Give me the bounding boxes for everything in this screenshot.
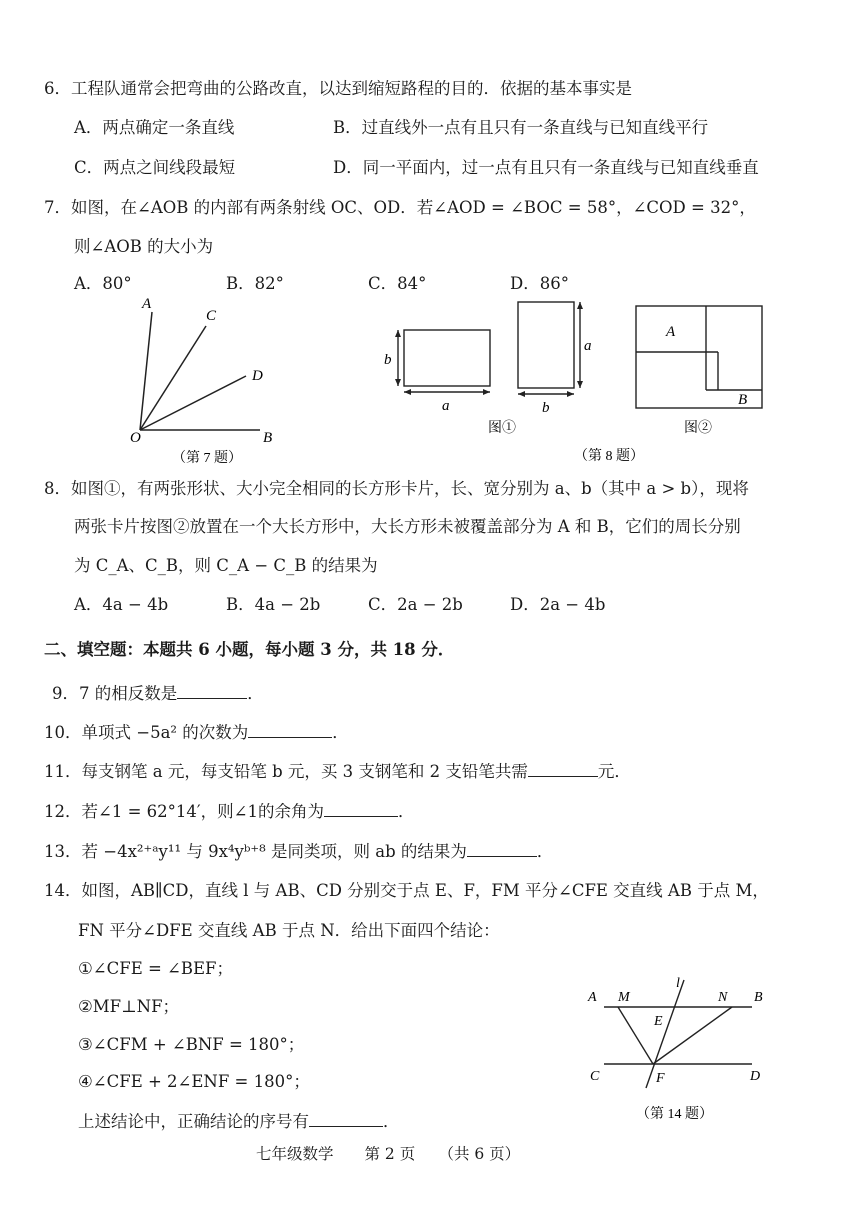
q9: [52, 682, 264, 705]
segment-fm: [618, 1007, 653, 1064]
q7-stem-line1: 7．如图，在∠AOB 的内部有两条射线 OC、OD．若∠AOD = ∠BOC = 58°，∠COD = 32°，: [44, 198, 756, 217]
q12-end: ．: [397, 802, 415, 821]
q7-caption: （第 7 题）: [172, 451, 242, 466]
section-2-heading: 二、填空题：本题共 6 小题，每小题 3 分，共 18 分．: [44, 640, 455, 659]
q7-option-a: A．80°: [74, 274, 132, 293]
q7-option-b: B．82°: [226, 274, 284, 293]
q9-end: ．: [247, 684, 264, 703]
q14-conclusion-1: ①∠CFE = ∠BEF；: [78, 959, 233, 978]
q6-stem: 6．工程队通常会把弯曲的公路改直，以达到缩短路程的目的．依据的基本事实是: [44, 79, 632, 98]
q12: [44, 800, 414, 823]
q8-option-c: C．2a − 2b: [368, 595, 463, 614]
q6-option-d: D．同一平面内，过一点有且只有一条直线与已知直线垂直: [333, 158, 759, 177]
q7-option-c: C．84°: [368, 274, 427, 293]
q14-stem-line2: FN 平分∠DFE 交直线 AB 于点 N．给出下面四个结论：: [78, 921, 500, 940]
label-a: A: [142, 296, 152, 312]
q10-end: ．: [332, 723, 349, 742]
q6-option-b: B．过直线外一点有且只有一条直线与已知直线平行: [333, 118, 709, 137]
label-n: N: [718, 990, 728, 1005]
ray-od: [140, 376, 246, 430]
fig1-label-a: a: [442, 398, 450, 414]
card-horizontal: [404, 330, 490, 386]
q8-stem-line2: 两张卡片按图②放置在一个大长方形中，大长方形未被覆盖部分为 A 和 B，它们的周长分别: [74, 517, 741, 536]
label-b: B: [754, 990, 763, 1005]
ray-oc: [140, 326, 206, 430]
q13-text: 13．若 −4x²⁺ᵃy¹¹ 与 9x⁴yᵇ⁺⁸ 是同类项，则 ab 的结果为: [44, 842, 467, 861]
q14-stem-line1: 14．如图，AB∥CD，直线 l 与 AB、CD 分别交于点 E、F，FM 平分∠CFE 交直线 AB 于点 M，: [44, 881, 769, 900]
label-b: B: [263, 430, 273, 446]
q13: [44, 840, 553, 863]
label-d: D: [252, 368, 263, 384]
q8-stem-line3: 为 C_A、C_B，则 C_A − C_B 的结果为: [74, 556, 378, 575]
fig2-label-b: B: [738, 392, 748, 408]
fig1b-label-b: b: [542, 400, 550, 416]
line-l: [646, 980, 684, 1088]
label-f: F: [656, 1071, 665, 1086]
label-m: M: [618, 990, 630, 1005]
label-o: O: [130, 430, 141, 446]
fig1b-label-a: a: [584, 338, 592, 354]
q14-conclusion-2: ②MF⊥NF；: [78, 997, 180, 1016]
q8-stem-line1: 8．如图①，有两张形状、大小完全相同的长方形卡片，长、宽分别为 a、b（其中 a > b），现将: [44, 479, 749, 498]
figure-q7: [120, 290, 300, 470]
q10-text: 10．单项式 −5a² 的次数为: [44, 723, 249, 742]
q7-option-d: D．86°: [510, 274, 569, 293]
figure-q8: [378, 298, 778, 468]
q11-end: 元．: [597, 762, 631, 781]
fig2-caption: 图②: [684, 421, 712, 436]
fig1-label-b: b: [384, 352, 392, 368]
q6-option-c: C．两点之间线段最短: [74, 158, 236, 177]
q8-option-d: D．2a − 4b: [510, 595, 606, 614]
q13-end: ．: [536, 842, 554, 861]
q14-ask: [78, 1110, 400, 1133]
fig1-caption: 图①: [488, 421, 516, 436]
q14-end: ．: [383, 1112, 400, 1131]
q8-option-a: A．4a − 4b: [74, 595, 169, 614]
q14-answer-blank[interactable]: [309, 1110, 383, 1127]
q13-answer-blank[interactable]: [467, 840, 537, 857]
q14-caption: （第 14 题）: [636, 1107, 713, 1122]
figure-q14: [580, 970, 780, 1130]
q12-text: 12．若∠1 = 62°14′，则∠1的余角为: [44, 802, 324, 821]
q12-answer-blank[interactable]: [324, 800, 398, 817]
q10-answer-blank[interactable]: [248, 721, 332, 738]
label-l: l: [676, 976, 680, 991]
label-c: C: [206, 308, 217, 324]
q14-conclusion-4: ④∠CFE + 2∠ENF = 180°；: [78, 1072, 310, 1091]
q6-option-a: A．两点确定一条直线: [74, 118, 235, 137]
q14-ask-text: 上述结论中，正确结论的序号有: [78, 1112, 309, 1131]
q11-text: 11．每支钢笔 a 元，每支铅笔 b 元，买 3 支钢笔和 2 支铅笔共需: [44, 762, 528, 781]
q8-option-b: B．4a − 2b: [226, 595, 321, 614]
q10: [44, 721, 349, 744]
q14-conclusion-3: ③∠CFM + ∠BNF = 180°；: [78, 1035, 305, 1054]
label-c: C: [590, 1069, 600, 1084]
page-footer: 七年级数学 第 2 页 （共 6 页）: [256, 1145, 521, 1163]
q8-caption: （第 8 题）: [574, 449, 644, 464]
label-e: E: [654, 1014, 663, 1029]
q11-answer-blank[interactable]: [528, 760, 598, 777]
label-d: D: [750, 1069, 761, 1084]
card-vertical: [518, 302, 574, 388]
q9-answer-blank[interactable]: [177, 682, 247, 699]
ray-oa: [140, 312, 152, 430]
q9-text: 9．7 的相反数是: [52, 684, 178, 703]
label-a: A: [588, 990, 597, 1005]
fig2-label-a: A: [666, 324, 676, 340]
q7-stem-line2: 则∠AOB 的大小为: [74, 237, 214, 256]
q11: [44, 760, 631, 783]
